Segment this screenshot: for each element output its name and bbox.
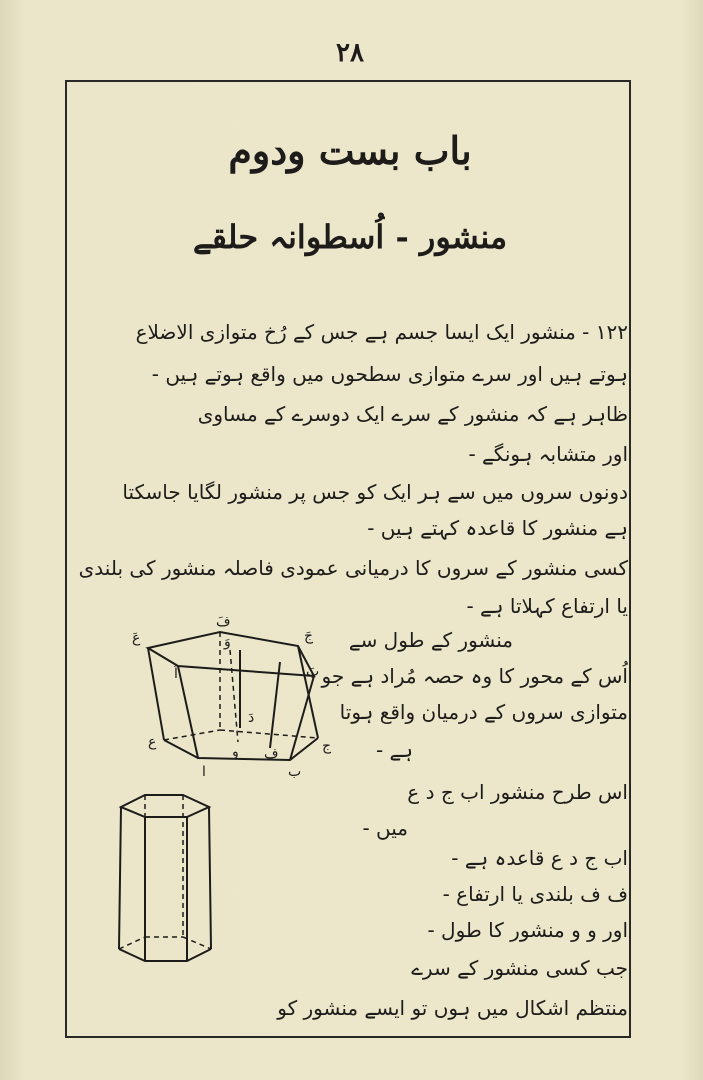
label-f-bottom: ف — [264, 746, 279, 762]
text-line-2: ہوتے ہیں اور سرے متوازی سطحوں میں واقع ہوتے ہیں - — [151, 362, 628, 386]
text-line-5: دونوں سروں میں سے ہر ایک کو جس پر منشور لگایا جاسکتا — [122, 480, 628, 504]
text-line-16: ف ف بلندی یا ارتفاع - — [442, 882, 628, 906]
chapter-title: باب بست ودوم — [228, 128, 472, 173]
pentagonal-prism-figure — [120, 610, 340, 790]
label-e-bottom: ع — [148, 734, 157, 750]
label-b-bottom: ب — [288, 764, 302, 780]
text-line-11: متوازی سروں کے درمیان واقع ہوتا — [339, 700, 628, 724]
text-line-3: ظاہر ہے کہ منشور کے سرے ایک دوسرے کے مساوی — [197, 402, 628, 426]
label-a-bottom: ا — [202, 764, 206, 780]
page-number: ۲۸ — [336, 38, 364, 68]
text-line-15: اب ج د ع قاعدہ ہے - — [451, 846, 628, 870]
hexagonal-prism-figure — [105, 785, 230, 975]
label-d-top: دَ — [248, 710, 255, 726]
label-j-top: جَ — [304, 628, 314, 644]
text-line-4: اور متشابہ ہونگے - — [468, 442, 628, 466]
label-f-top: فَ — [216, 614, 231, 630]
text-line-8: یا ارتفاع کہلاتا ہے - — [466, 594, 628, 618]
text-line-10: اُس کے محور کا وہ حصہ مُراد ہے جو — [321, 664, 628, 688]
text-line-1: ۱۲۲ - منشور ایک ایسا جسم ہے جس کے رُخ متوازی الاضلاع — [135, 320, 628, 344]
text-line-6: ہے منشور کا قاعدہ کہتے ہیں - — [367, 516, 628, 540]
text-line-17: اور و و منشور کا طول - — [427, 918, 628, 942]
text-line-7: کسی منشور کے سروں کا درمیانی عمودی فاصلہ منشور کی بلندی — [78, 556, 628, 580]
label-a-top: اَ — [174, 666, 178, 682]
text-line-13: اس طرح منشور اب ج د ع — [407, 780, 628, 804]
text-line-18: جب کسی منشور کے سرے — [411, 956, 628, 980]
label-w-top: وَ — [224, 634, 231, 650]
label-j-bottom: ج — [322, 738, 332, 754]
section-title: منشور - اُسطوانہ حلقے — [192, 218, 508, 256]
label-b-top: بَ — [306, 664, 320, 680]
label-w-bottom: و — [232, 744, 239, 760]
label-e-top: عَ — [132, 630, 141, 646]
text-line-14: میں - — [362, 816, 408, 840]
text-line-19: منتظم اشکال میں ہوں تو ایسے منشور کو — [277, 996, 628, 1020]
text-line-12: ہے - — [375, 738, 413, 762]
text-line-9: منشور کے طول سے — [348, 628, 513, 652]
